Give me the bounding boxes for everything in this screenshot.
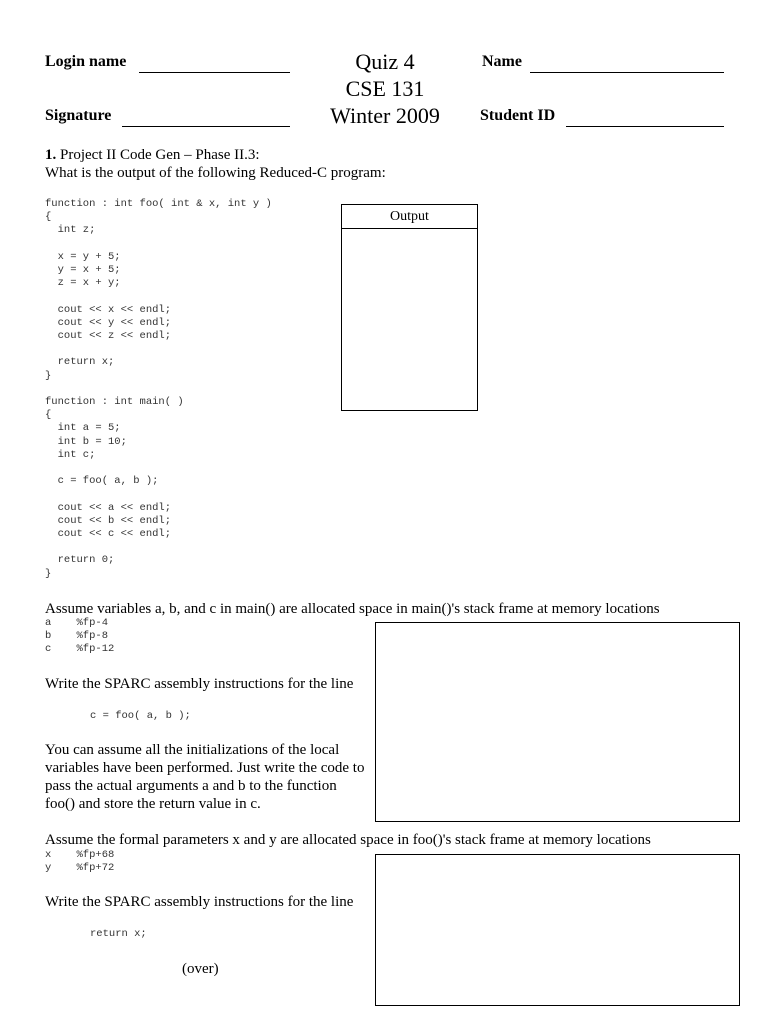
- course-title: CSE 131: [345, 76, 425, 101]
- q2-note: You can assume all the initializations of the local variables have been performed. Just write the code to pass the actual arguments a and b to the function foo() and store the return value in c.: [45, 742, 365, 812]
- student-id-label: Student ID: [480, 107, 556, 124]
- question-1-title: Project II Code Gen – Phase II.3:: [56, 147, 260, 163]
- q3-instruction: Write the SPARC assembly instructions for the line: [45, 894, 354, 910]
- term-title: Winter 2009: [330, 103, 440, 128]
- q3-assumption: Assume the formal parameters x and y are allocated space in foo()'s stack frame at memory locations: [45, 832, 651, 848]
- name-label: Name: [482, 53, 522, 70]
- q2-instruction: Write the SPARC assembly instructions for the line: [45, 676, 354, 692]
- login-name-field[interactable]: [139, 58, 290, 73]
- reduced-c-program: function : int foo( int & x, int y ) { int z; x = y + 5; y = x + 5; z = x + y; cout << x << endl; cout << y << endl; cout << z << endl; return x; } function : int main( ) { int a = 5; int b = 10; int c; c = foo( a, b ); cout << a << endl; cout << b << endl; cout << c << endl; return 0; }: [45, 198, 272, 580]
- question-1-heading: [45, 146, 645, 164]
- output-box[interactable]: [341, 204, 478, 411]
- q2-assumption: Assume variables a, b, and c in main() are allocated space in main()'s stack frame at memory locations: [45, 601, 660, 617]
- student-id-field[interactable]: [566, 112, 724, 127]
- signature-label: Signature: [45, 107, 112, 124]
- quiz-title-block: [310, 48, 460, 129]
- name-field[interactable]: [530, 58, 724, 73]
- question-1-prompt: What is the output of the following Reduced-C program:: [45, 165, 386, 181]
- q2-answer-box[interactable]: [375, 622, 740, 822]
- q2-code-line: c = foo( a, b );: [90, 710, 191, 722]
- signature-field[interactable]: [122, 112, 290, 127]
- over-note: (over): [182, 961, 219, 977]
- q3-answer-box[interactable]: [375, 854, 740, 1006]
- login-name-label: Login name: [45, 53, 127, 70]
- output-label: Output: [342, 205, 477, 229]
- quiz-title: Quiz 4: [355, 49, 415, 74]
- question-1-number: 1.: [45, 147, 57, 163]
- q3-code-line: return x;: [90, 928, 147, 940]
- q2-memory-locations: a %fp-4 b %fp-8 c %fp-12: [45, 617, 115, 655]
- q3-memory-locations: x %fp+68 y %fp+72: [45, 849, 115, 874]
